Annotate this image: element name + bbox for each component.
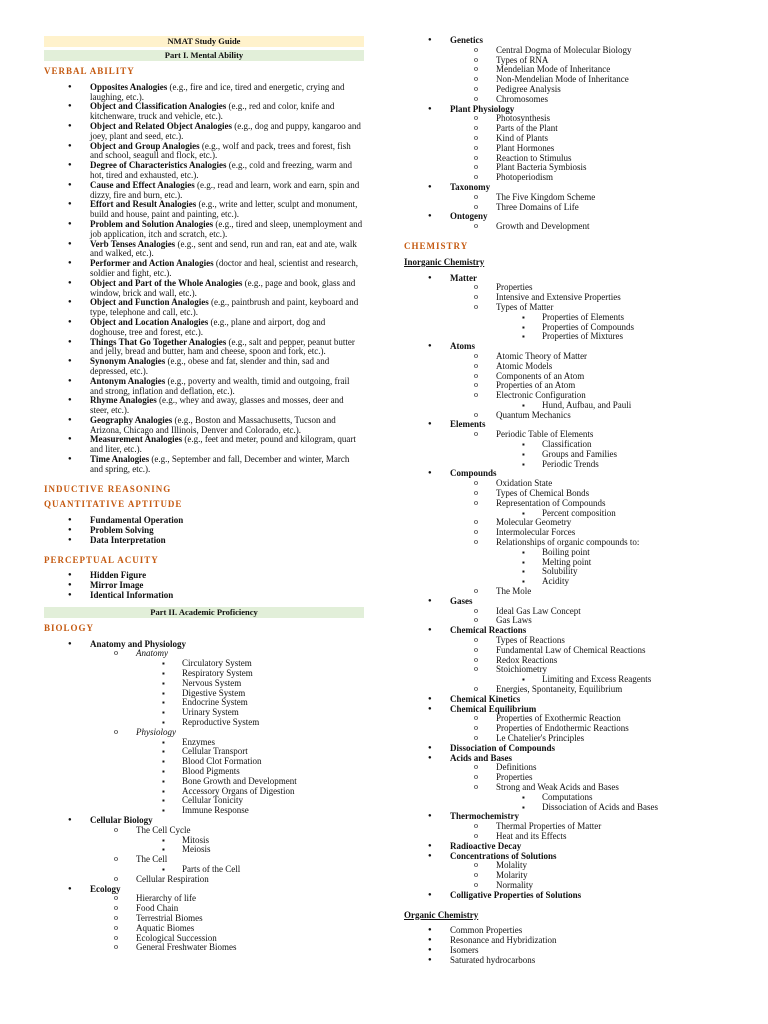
part1-banner: Part I. Mental Ability xyxy=(44,50,364,61)
list-item: ● Matter o Properties o Intensive and Extensive Properties o Types of Matter ▪ Properties of Elements ▪ Properties of Compounds ▪ Properties of Mixtures xyxy=(404,274,744,343)
list-item: o Non-Mendelian Mode of Inheritance xyxy=(404,75,744,85)
analogy-item: ● Antonym Analogies (e.g., poverty and wealth, timid and outgoing, frail and strong, inflation and deflation, etc.). xyxy=(44,377,364,397)
list-item: ● Elements o Periodic Table of Elements ▪ Classification ▪ Groups and Families ▪ Periodic Trends xyxy=(404,420,744,469)
list-item: o Kind of Plants xyxy=(404,134,744,144)
list-item: ▪ Blood Clot Formation xyxy=(44,757,364,767)
verbal-heading: VERBAL ABILITY xyxy=(44,66,135,76)
analogy-item: ● Problem and Solution Analogies (e.g., tired and sleep, unemployment and job application, itch and scratch, etc.). xyxy=(44,220,364,240)
analogy-item: ● Object and Group Analogies (e.g., wolf and pack, trees and forest, fish and school, seagull and flock, etc.). xyxy=(44,142,364,162)
analogy-item: ● Geography Analogies (e.g., Boston and Massachusetts, Tucson and Arizona, Chicago and Illinois, Denver and Colorado, etc.). xyxy=(44,416,364,436)
biology-list-continued xyxy=(404,36,744,232)
list-item: o Definitions xyxy=(404,763,744,773)
list-item: o Redox Reactions xyxy=(404,656,744,666)
perceptual-list xyxy=(44,571,364,600)
list-item: ▪ Meiosis xyxy=(44,845,364,855)
list-item: o Plant Bacteria Symbiosis xyxy=(404,163,744,173)
list-item: ● Anatomy and Physiology o Anatomy ▪ Circulatory System ▪ Respiratory System ▪ Nervous System ▪ Digestive System ▪ Endocrine System ▪ Urinary System ▪ Reproductive System o Physiology ▪ Enzymes ▪ Cellular Transport ▪ Blood Clot Formation ▪ Blood Pigments ▪ Bone Growth and Development ▪ Accessory Organs of Digestion ▪ Cellular Tonicity ▪ Immune Response xyxy=(44,640,364,816)
list-item: ● Resonance and Hybridization xyxy=(404,936,744,946)
list-item: ▪ Groups and Families xyxy=(404,450,744,460)
list-item: o Anatomy ▪ Circulatory System ▪ Respiratory System ▪ Nervous System ▪ Digestive System ▪ Endocrine System ▪ Urinary System ▪ Reproductive System xyxy=(44,649,364,727)
analogy-item: ● Cause and Effect Analogies (e.g., read and learn, work and earn, spin and dizzy, fire and burn, etc.). xyxy=(44,181,364,201)
analogy-item: ● Object and Related Object Analogies (e.g., dog and puppy, kangaroo and joey, plant and seed, etc.). xyxy=(44,122,364,142)
list-item: ▪ Acidity xyxy=(404,577,744,587)
list-item: o Ideal Gas Law Concept xyxy=(404,607,744,617)
list-item: ▪ Reproductive System xyxy=(44,718,364,728)
list-item: o Le Chatelier's Principles xyxy=(404,734,744,744)
list-item: o Photosynthesis xyxy=(404,114,744,124)
list-item: o Normality xyxy=(404,881,744,891)
perceptual-heading: PERCEPTUAL ACUITY xyxy=(44,554,159,565)
list-item: ▪ Properties of Elements xyxy=(404,313,744,323)
list-item: ● Compounds o Oxidation State o Types of Chemical Bonds o Representation of Compounds ▪ Percent composition o Molecular Geometry o Intermolecular Forces o Relationships of organic compounds to: ▪ Boiling point ▪ Melting point ▪ Solubility ▪ Acidity o The Mole xyxy=(404,469,744,596)
list-item: o Types of Chemical Bonds xyxy=(404,489,744,499)
list-item: ▪ Melting point xyxy=(404,558,744,568)
inorganic-heading: Inorganic Chemistry xyxy=(404,256,485,267)
list-item: o Properties of Endothermic Reactions xyxy=(404,724,744,734)
list-item: o Physiology ▪ Enzymes ▪ Cellular Transport ▪ Blood Clot Formation ▪ Blood Pigments ▪ Bone Growth and Development ▪ Accessory Organs of Digestion ▪ Cellular Tonicity ▪ Immune Response xyxy=(44,728,364,816)
list-item: o Fundamental Law of Chemical Reactions xyxy=(404,646,744,656)
chemistry-heading: CHEMISTRY xyxy=(404,240,469,251)
list-item: ● Ecology o Hierarchy of life o Food Chain o Terrestrial Biomes o Aquatic Biomes o Ecological Succession o General Freshwater Biomes xyxy=(44,885,364,954)
list-item: ▪ Immune Response xyxy=(44,806,364,816)
list-item: o Molecular Geometry xyxy=(404,518,744,528)
list-item: o Aquatic Biomes xyxy=(44,924,364,934)
list-item: o Strong and Weak Acids and Bases ▪ Computations ▪ Dissociation of Acids and Bases xyxy=(404,783,744,812)
list-item: ● Radioactive Decay xyxy=(404,842,744,852)
analogy-item: ● Time Analogies (e.g., September and fall, December and winter, March and spring, etc.). xyxy=(44,455,364,475)
list-item: o Molarity xyxy=(404,871,744,881)
list-item: o The Five Kingdom Scheme xyxy=(404,193,744,203)
list-item: o Properties of Exothermic Reaction xyxy=(404,714,744,724)
doc-title: NMAT Study Guide xyxy=(44,36,364,47)
analogy-item: ● Object and Location Analogies (e.g., plane and airport, dog and doghouse, tree and forest, etc.). xyxy=(44,318,364,338)
list-item: o Ecological Succession xyxy=(44,934,364,944)
list-item: ▪ Accessory Organs of Digestion xyxy=(44,787,364,797)
list-item: ● Gases o Ideal Gas Law Concept o Gas Laws xyxy=(404,597,744,626)
list-item: ● Concentrations of Solutions o Molality o Molarity o Normality xyxy=(404,852,744,891)
list-item: o Three Domains of Life xyxy=(404,203,744,213)
list-item: ● Hidden Figure xyxy=(44,571,364,581)
list-item: o Food Chain xyxy=(44,904,364,914)
list-item: o Quantum Mechanics xyxy=(404,411,744,421)
list-item: ● Genetics o Central Dogma of Molecular Biology o Types of RNA o Mendelian Mode of Inheritance o Non-Mendelian Mode of Inheritance o Pedigree Analysis o Chromosomes xyxy=(404,36,744,105)
list-item: o Properties of an Atom xyxy=(404,381,744,391)
list-item: ● Ontogeny o Growth and Development xyxy=(404,212,744,232)
list-item: o Stoichiometry ▪ Limiting and Excess Reagents xyxy=(404,665,744,685)
list-item: o Representation of Compounds ▪ Percent composition xyxy=(404,499,744,519)
list-item: ▪ Blood Pigments xyxy=(44,767,364,777)
analogy-item: ● Object and Part of the Whole Analogies (e.g., page and book, glass and window, brick and wall, etc.). xyxy=(44,279,364,299)
quant-list xyxy=(44,516,364,545)
analogy-item: ● Performer and Action Analogies (doctor and heal, scientist and research, soldier and fight, etc.). xyxy=(44,259,364,279)
list-item: o Atomic Models xyxy=(404,362,744,372)
organic-list xyxy=(404,926,744,965)
list-item: ▪ Circulatory System xyxy=(44,659,364,669)
list-item: ▪ Bone Growth and Development xyxy=(44,777,364,787)
list-item: ▪ Mitosis xyxy=(44,836,364,846)
list-item: o Periodic Table of Elements ▪ Classification ▪ Groups and Families ▪ Periodic Trends xyxy=(404,430,744,469)
analogy-item: ● Verb Tenses Analogies (e.g., sent and send, run and ran, eat and ate, walk and walked, etc.). xyxy=(44,240,364,260)
inductive-heading: INDUCTIVE REASONING xyxy=(44,483,172,494)
list-item: o Oxidation State xyxy=(404,479,744,489)
biology-list xyxy=(44,640,364,954)
list-item: o Pedigree Analysis xyxy=(404,85,744,95)
organic-heading: Organic Chemistry xyxy=(404,909,479,920)
list-item: ▪ Properties of Compounds xyxy=(404,323,744,333)
list-item: o The Cell Cycle ▪ Mitosis ▪ Meiosis xyxy=(44,826,364,855)
list-item: ● Fundamental Operation xyxy=(44,516,364,526)
list-item: o The Mole xyxy=(404,587,744,597)
list-item: ▪ Urinary System xyxy=(44,708,364,718)
list-item: ● Cellular Biology o The Cell Cycle ▪ Mitosis ▪ Meiosis o The Cell ▪ Parts of the Cell o Cellular Respiration xyxy=(44,816,364,885)
list-item: ● Acids and Bases o Definitions o Properties o Strong and Weak Acids and Bases ▪ Computations ▪ Dissociation of Acids and Bases xyxy=(404,754,744,813)
anatomy-items xyxy=(136,659,364,728)
list-item: o Mendelian Mode of Inheritance xyxy=(404,65,744,75)
list-item: ▪ Cellular Tonicity xyxy=(44,796,364,806)
biology-heading: BIOLOGY xyxy=(44,622,95,633)
analogy-item: ● Rhyme Analogies (e.g., whey and away, glasses and mosses, deer and steer, etc.). xyxy=(44,396,364,416)
list-item: ● Isomers xyxy=(404,946,744,956)
list-item: ▪ Endocrine System xyxy=(44,698,364,708)
list-item: ● Taxonomy o The Five Kingdom Scheme o Three Domains of Life xyxy=(404,183,744,212)
list-item: o Plant Hormones xyxy=(404,144,744,154)
list-item: ▪ Computations xyxy=(404,793,744,803)
list-item: ● Chemical Equilibrium o Properties of Exothermic Reaction o Properties of Endothermic Reactions o Le Chatelier's Principles xyxy=(404,705,744,744)
list-item: o Energies, Spontaneity, Equilibrium xyxy=(404,685,744,695)
list-item: o Components of an Atom xyxy=(404,372,744,382)
list-item: ● Data Interpretation xyxy=(44,536,364,546)
list-item: ▪ Boiling point xyxy=(404,548,744,558)
analogy-item: ● Opposites Analogies (e.g., fire and ice, tired and energetic, crying and laughing, etc.). xyxy=(44,83,364,103)
list-item: o Properties xyxy=(404,773,744,783)
list-item: o Cellular Respiration xyxy=(44,875,364,885)
list-item: ▪ Classification xyxy=(404,440,744,450)
list-item: ● Atoms o Atomic Theory of Matter o Atomic Models o Components of an Atom o Properties of an Atom o Electronic Configuration ▪ Hund, Aufbau, and Pauli o Quantum Mechanics xyxy=(404,342,744,420)
list-item: o Types of Matter ▪ Properties of Elements ▪ Properties of Compounds ▪ Properties of Mixtures xyxy=(404,303,744,342)
list-item: o Intermolecular Forces xyxy=(404,528,744,538)
part2-banner: Part II. Academic Proficiency xyxy=(44,607,364,618)
list-item: o Types of RNA xyxy=(404,56,744,66)
analogy-item: ● Synonym Analogies (e.g., obese and fat, slender and thin, sad and depressed, etc.). xyxy=(44,357,364,377)
list-item: o Hierarchy of life xyxy=(44,894,364,904)
list-item: o Terrestrial Biomes xyxy=(44,914,364,924)
list-item: ● Chemical Kinetics xyxy=(404,695,744,705)
list-item: ● Dissociation of Compounds xyxy=(404,744,744,754)
list-item: ● Mirror Image xyxy=(44,581,364,591)
list-item: o Chromosomes xyxy=(404,95,744,105)
list-item: ▪ Respiratory System xyxy=(44,669,364,679)
list-item: ● Colligative Properties of Solutions xyxy=(404,891,744,901)
list-item: ▪ Hund, Aufbau, and Pauli xyxy=(404,401,744,411)
list-item: ● Identical Information xyxy=(44,591,364,601)
list-item: o Growth and Development xyxy=(404,222,744,232)
list-item: ▪ Properties of Mixtures xyxy=(404,332,744,342)
list-item: ▪ Solubility xyxy=(404,567,744,577)
list-item: ● Problem Solving xyxy=(44,526,364,536)
list-item: o Gas Laws xyxy=(404,616,744,626)
list-item: o General Freshwater Biomes xyxy=(44,943,364,953)
list-item: o The Cell ▪ Parts of the Cell xyxy=(44,855,364,875)
list-item: ▪ Enzymes xyxy=(44,738,364,748)
list-item: o Intensive and Extensive Properties xyxy=(404,293,744,303)
list-item: ▪ Dissociation of Acids and Bases xyxy=(404,803,744,813)
list-item: ▪ Limiting and Excess Reagents xyxy=(404,675,744,685)
list-item: o Thermal Properties of Matter xyxy=(404,822,744,832)
verbal-list xyxy=(44,83,364,475)
list-item: ▪ Digestive System xyxy=(44,689,364,699)
list-item: ▪ Periodic Trends xyxy=(404,460,744,470)
list-item: o Parts of the Plant xyxy=(404,124,744,134)
list-item: o Atomic Theory of Matter xyxy=(404,352,744,362)
list-item: ● Plant Physiology o Photosynthesis o Parts of the Plant o Kind of Plants o Plant Hormones o Reaction to Stimulus o Plant Bacteria Symbiosis o Photoperiodism xyxy=(404,105,744,183)
right-column xyxy=(404,36,744,966)
list-item: o Molality xyxy=(404,861,744,871)
inorganic-list xyxy=(404,274,744,901)
analogy-item: ● Object and Classification Analogies (e.g., red and color, knife and kitchenware, truck and vehicle, etc.). xyxy=(44,102,364,122)
list-item: ● Common Properties xyxy=(404,926,744,936)
list-item: ● Thermochemistry o Thermal Properties of Matter o Heat and its Effects xyxy=(404,812,744,841)
list-item: o Electronic Configuration ▪ Hund, Aufbau, and Pauli xyxy=(404,391,744,411)
list-item: ● Chemical Reactions o Types of Reactions o Fundamental Law of Chemical Reactions o Redox Reactions o Stoichiometry ▪ Limiting and Excess Reagents o Energies, Spontaneity, Equilibrium xyxy=(404,626,744,695)
list-item: o Central Dogma of Molecular Biology xyxy=(404,46,744,56)
list-item: ▪ Percent composition xyxy=(404,509,744,519)
analogy-item: ● Measurement Analogies (e.g., feet and meter, pound and kilogram, quart and liter, etc.). xyxy=(44,435,364,455)
physiology-items xyxy=(136,738,364,816)
analogy-item: ● Things That Go Together Analogies (e.g., salt and pepper, peanut butter and jelly, bread and butter, ham and cheese, spoon and fork, etc.). xyxy=(44,338,364,358)
analogy-item: ● Degree of Characteristics Analogies (e.g., cold and freezing, warm and hot, tired and exhausted, etc.). xyxy=(44,161,364,181)
list-item: ▪ Cellular Transport xyxy=(44,747,364,757)
quant-heading: QUANTITATIVE APTITUDE xyxy=(44,499,183,510)
list-item: o Types of Reactions xyxy=(404,636,744,646)
list-item: ▪ Parts of the Cell xyxy=(44,865,364,875)
list-item: o Photoperiodism xyxy=(404,173,744,183)
left-column xyxy=(44,36,364,953)
list-item: o Relationships of organic compounds to: ▪ Boiling point ▪ Melting point ▪ Solubility ▪ Acidity xyxy=(404,538,744,587)
analogy-item: ● Effort and Result Analogies (e.g., write and letter, sculpt and monument, build and house, paint and painting, etc.). xyxy=(44,200,364,220)
list-item: o Reaction to Stimulus xyxy=(404,154,744,164)
analogy-item: ● Object and Function Analogies (e.g., paintbrush and paint, keyboard and type, telephone and call, etc.). xyxy=(44,298,364,318)
list-item: ▪ Nervous System xyxy=(44,679,364,689)
list-item: o Heat and its Effects xyxy=(404,832,744,842)
list-item: ● Saturated hydrocarbons xyxy=(404,956,744,966)
list-item: o Properties xyxy=(404,283,744,293)
